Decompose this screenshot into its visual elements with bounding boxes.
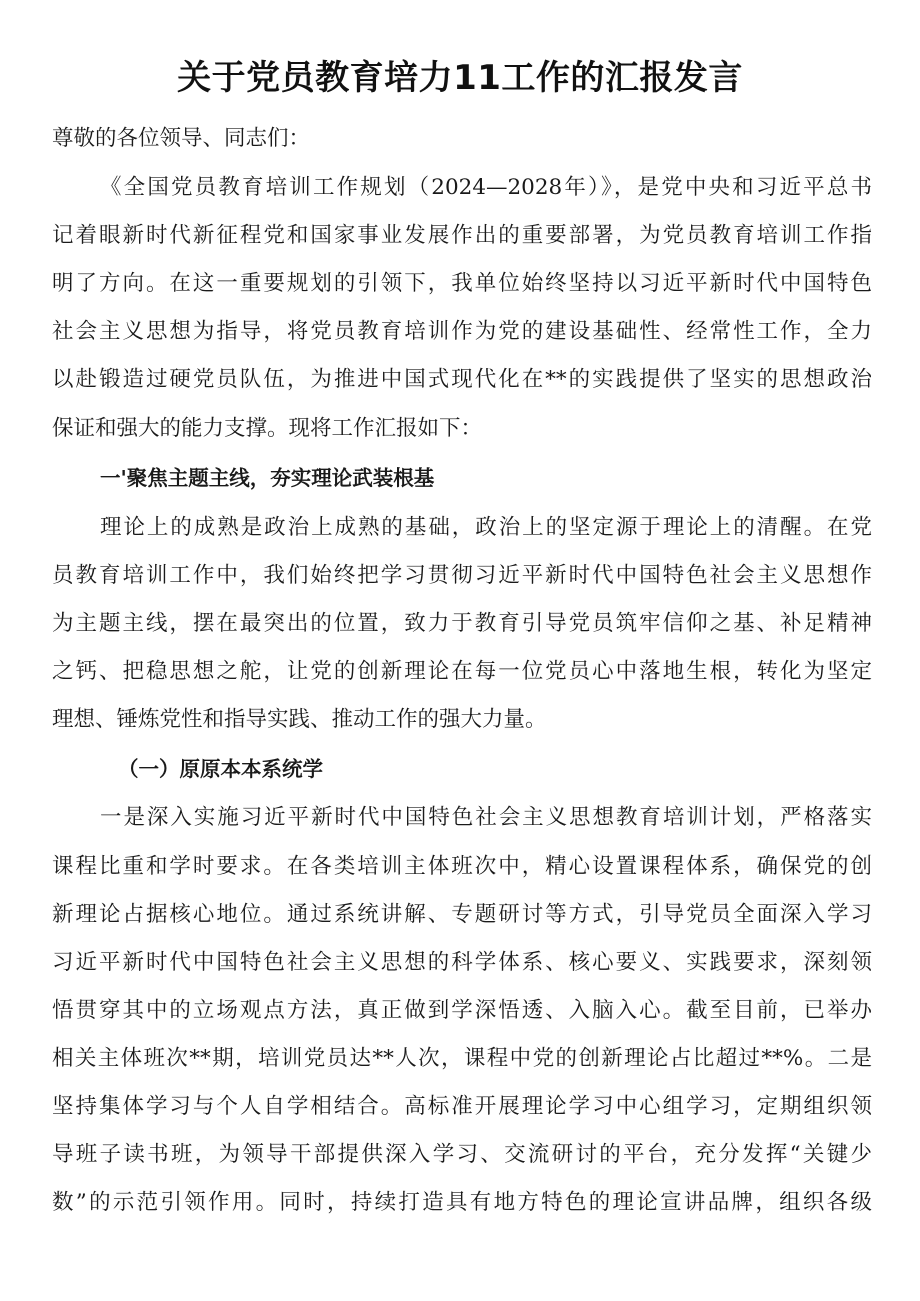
subsection-paragraph-line: 数”的示范引领作用。同时，持续打造具有地方特色的理论宣讲品牌，组织各级 xyxy=(52,1190,872,1215)
subsection-paragraph-line: 习近平新时代中国特色社会主义思想的科学体系、核心要义、实践要求，深刻领 xyxy=(52,950,872,975)
intro-line: 明了方向。在这一重要规划的引领下，我单位始终坚持以习近平新时代中国特色 xyxy=(52,271,872,296)
section-heading: 一'聚焦主题主线，夯实理论武装根基 xyxy=(100,466,435,490)
section-paragraph-line: 之钙、把稳思想之舵，让党的创新理论在每一位党员心中落地生根，转化为坚定 xyxy=(52,659,872,684)
section-paragraph-line: 理论上的成熟是政治上成熟的基础，政治上的坚定源于理论上的清醒。在党 xyxy=(100,515,872,540)
subsection-heading: （一）原原本本系统学 xyxy=(118,757,323,781)
subsection-paragraph-line: 新理论占据核心地位。通过系统讲解、专题研讨等方式，引导党员全面深入学习 xyxy=(52,902,872,927)
section-paragraph-line: 理想、锤炼党性和指导实践、推动工作的强大力量。 xyxy=(52,707,547,732)
section-paragraph-line: 为主题主线，摆在最突出的位置，致力于教育引导党员筑牢信仰之基、补足精神 xyxy=(52,611,872,636)
document-title: 关于党员教育培力11工作的汇报发言 xyxy=(177,58,743,98)
subsection-paragraph-line: 相关主体班次**期，培训党员达**人次，课程中党的创新理论占比超过**%。二是 xyxy=(52,1046,872,1071)
subsection-paragraph-line: 坚持集体学习与个人自学相结合。高标准开展理论学习中心组学习，定期组织领 xyxy=(52,1094,872,1119)
salutation: 尊敬的各位领导、同志们： xyxy=(52,126,311,151)
intro-line: 以赴锻造过硬党员队伍，为推进中国式现代化在**的实践提供了坚实的思想政治 xyxy=(52,367,872,392)
intro-line: 记着眼新时代新征程党和国家事业发展作出的重要部署，为党员教育培训工作指 xyxy=(52,223,872,248)
intro-line: 《全国党员教育培训工作规划（2024—2028年）》，是党中央和习近平总书 xyxy=(100,175,872,200)
subsection-paragraph-line: 悟贯穿其中的立场观点方法，真正做到学深悟透、入脑入心。截至目前，已举办 xyxy=(52,998,872,1023)
intro-line: 社会主义思想为指导，将党员教育培训作为党的建设基础性、经常性工作，全力 xyxy=(52,319,872,344)
subsection-paragraph-line: 一是深入实施习近平新时代中国特色社会主义思想教育培训计划，严格落实 xyxy=(100,805,872,830)
intro-line: 保证和强大的能力支撑。现将工作汇报如下： xyxy=(52,416,483,441)
section-paragraph-line: 员教育培训工作中，我们始终把学习贯彻习近平新时代中国特色社会主义思想作 xyxy=(52,563,872,588)
subsection-paragraph-line: 导班子读书班，为领导干部提供深入学习、交流研讨的平台，充分发挥“关键少 xyxy=(52,1142,872,1167)
subsection-paragraph-line: 课程比重和学时要求。在各类培训主体班次中，精心设置课程体系，确保党的创 xyxy=(52,854,872,879)
